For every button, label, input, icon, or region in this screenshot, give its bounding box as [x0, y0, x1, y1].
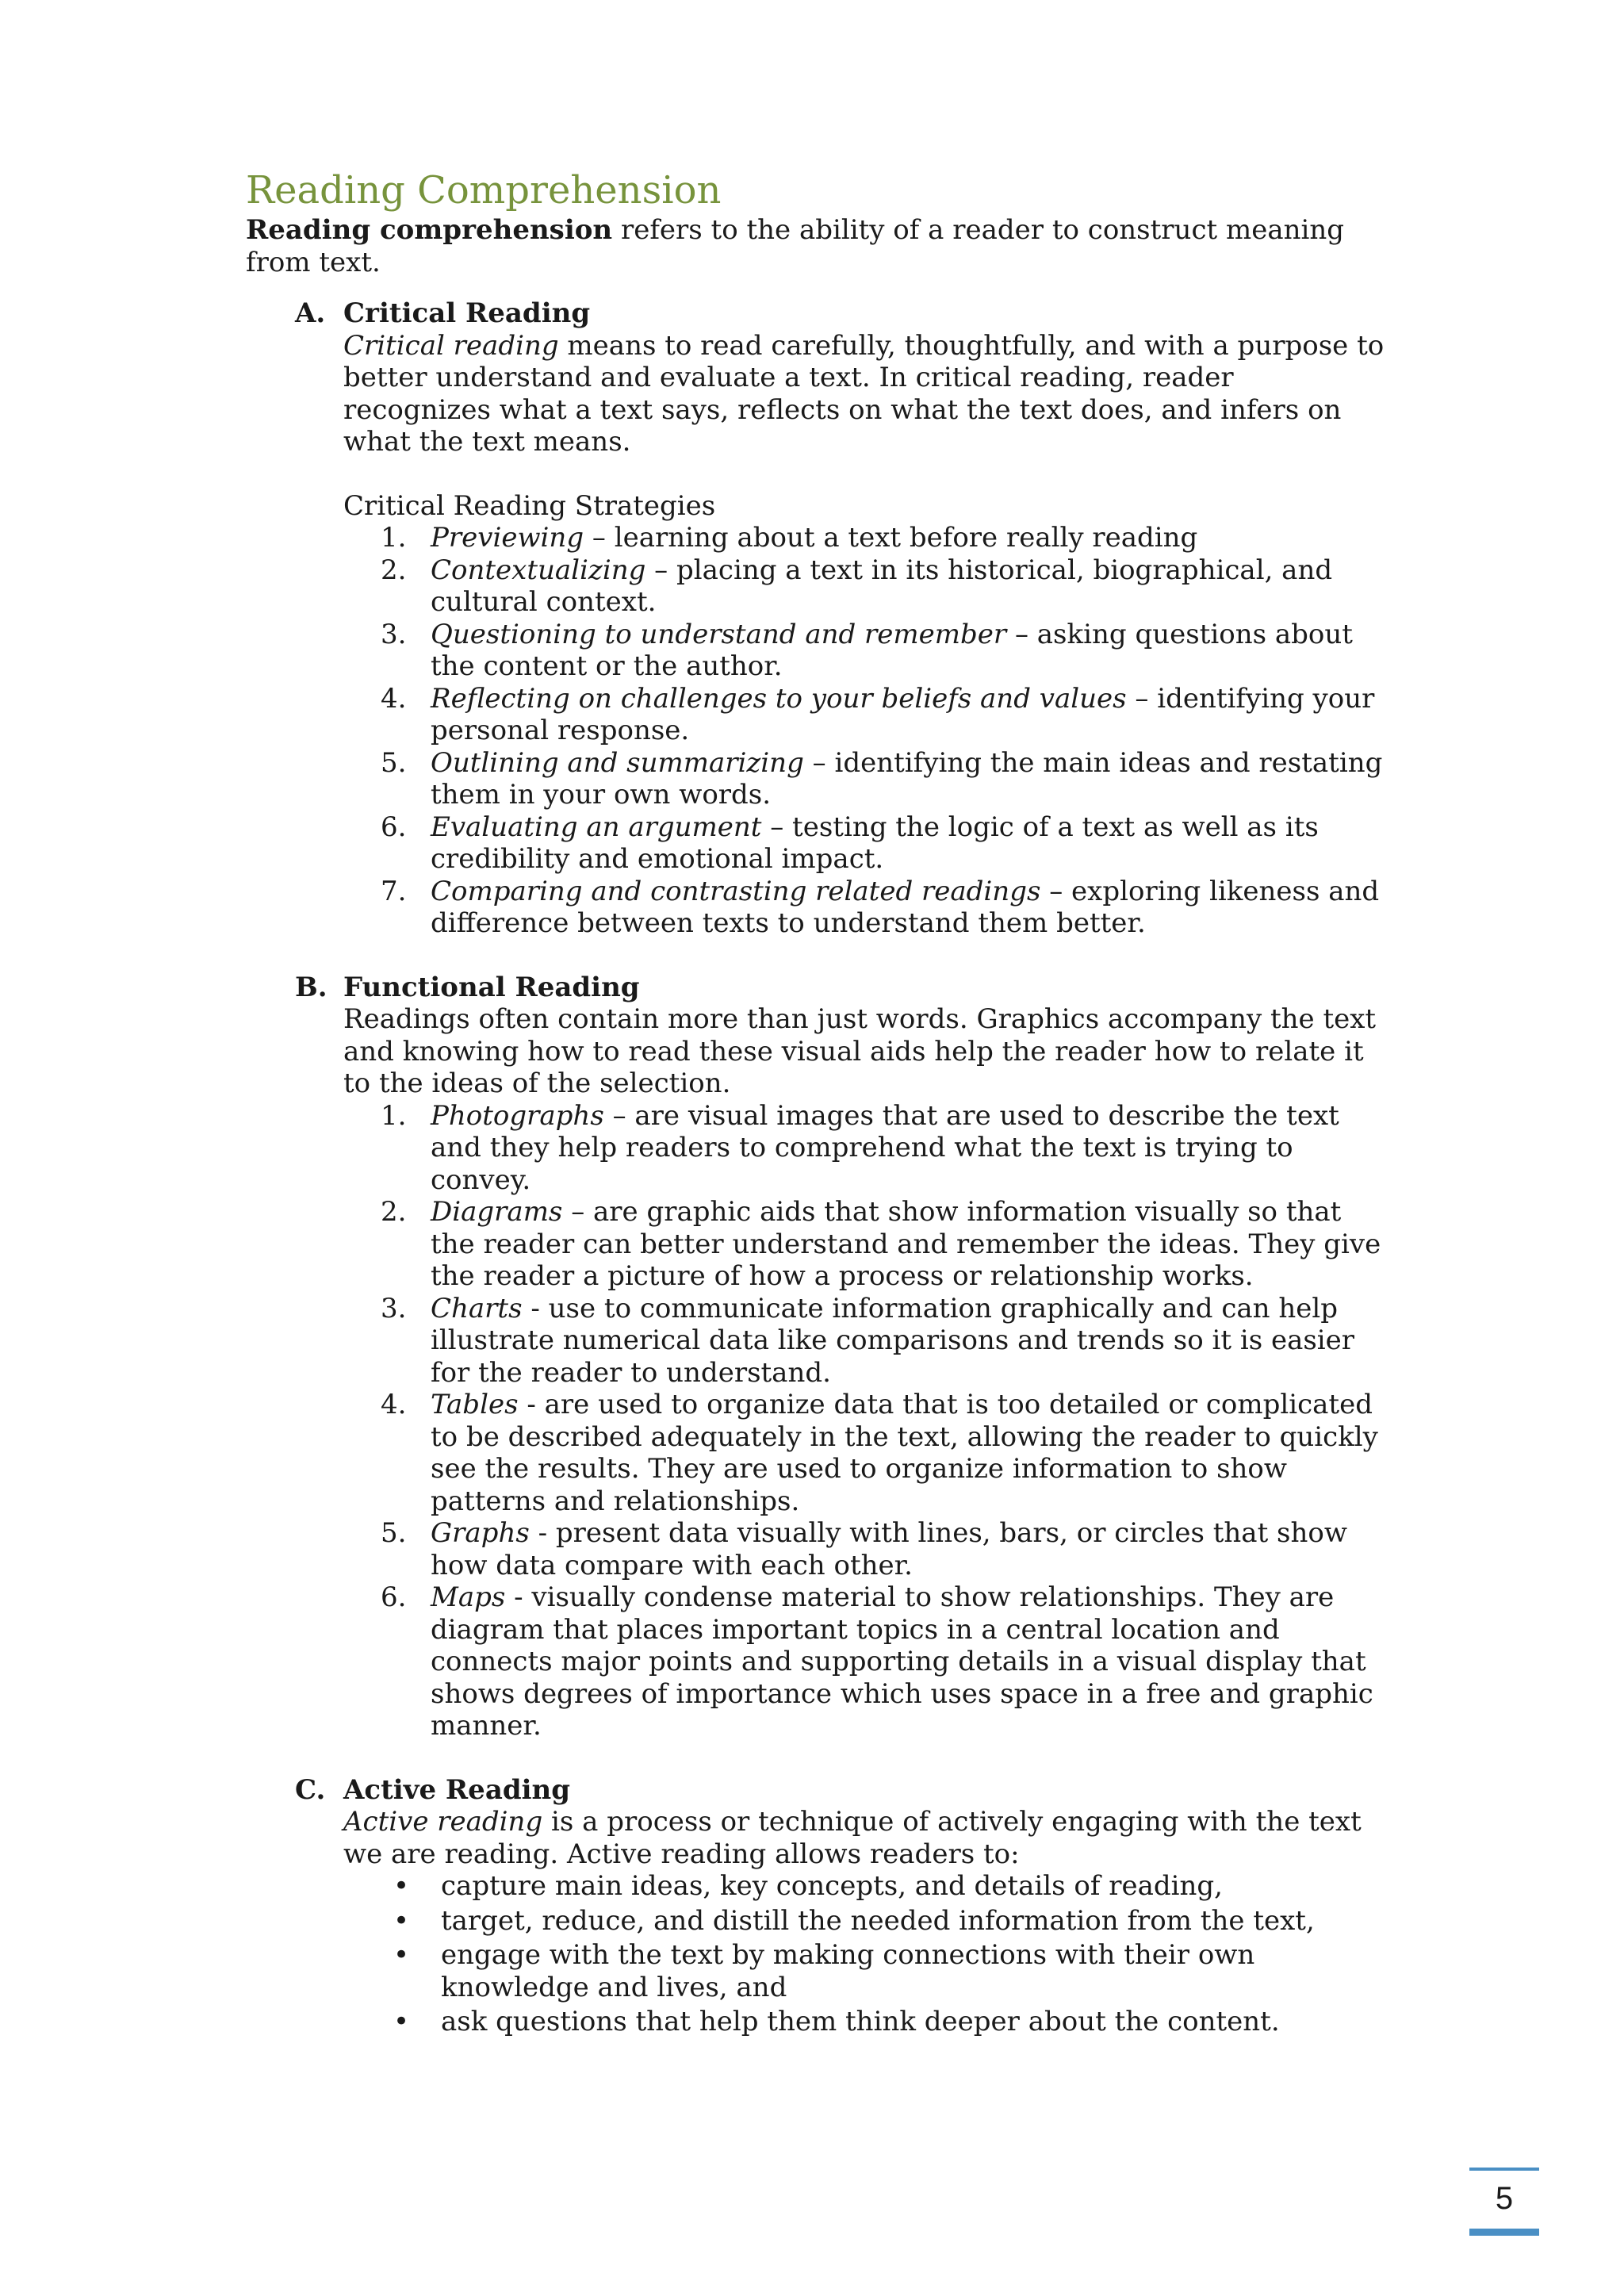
item-term: Tables: [431, 1389, 519, 1420]
section-body: Readings often contain more than just words. Graphics accompany the text and knowing how to read these visual aids help the reader how to relate it to the ideas of the selection.: [343, 1003, 1377, 1099]
list-number: 4.: [381, 1389, 407, 1420]
item-description: – exploring likeness and difference between texts to understand them better.: [431, 875, 1380, 939]
page-number-bottom-rule: [1469, 2229, 1539, 2236]
list-number: 3.: [381, 1292, 407, 1324]
list-number: 4.: [381, 682, 407, 715]
item-term: Charts: [431, 1292, 523, 1324]
visual-aids-list: [343, 1100, 1388, 1742]
bullet-item: [393, 1870, 1388, 1903]
bullet-icon: •: [393, 1904, 410, 1937]
bullet-text: capture main ideas, key concepts, and details of reading,: [441, 1870, 1223, 1902]
section-critical-reading: [246, 297, 1388, 940]
bullet-text: engage with the text by making connections with their own knowledge and lives, and: [441, 1939, 1255, 2003]
list-number: 6.: [381, 1581, 407, 1613]
definition-text: is a process or technique of actively engaging with the text we are reading. Active reading allows readers to:: [343, 1806, 1362, 1870]
section-functional-reading: [246, 972, 1388, 1742]
list-item: [381, 875, 1388, 940]
intro-paragraph: [246, 214, 1388, 278]
item-description: – are graphic aids that show information visually so that the reader can better understand and remember the ideas. They give the reader a picture of how a process or relationship works.: [431, 1196, 1381, 1292]
intro-bold-term: Reading comprehension: [246, 214, 613, 246]
list-item: [381, 554, 1388, 619]
item-term: Evaluating an argument: [431, 811, 762, 843]
list-number: 7.: [381, 875, 407, 907]
bullet-icon: •: [393, 2006, 410, 2037]
spacer: [343, 458, 1388, 490]
list-number: 5.: [381, 1517, 407, 1549]
item-term: Questioning to understand and remember: [431, 618, 1007, 650]
list-number: 5.: [381, 746, 407, 779]
page-number-box: [1469, 2168, 1539, 2235]
list-item: [381, 1581, 1388, 1742]
list-item: [381, 682, 1388, 747]
section-letter: C.: [295, 1773, 326, 1806]
bullet-item: [393, 1939, 1388, 2003]
item-description: – learning about a text before really reading: [584, 522, 1198, 554]
item-description: – placing a text in its historical, biographical, and cultural context.: [431, 554, 1333, 618]
list-number: 1.: [381, 522, 407, 554]
item-description: – identifying your personal response.: [431, 682, 1375, 746]
list-item: [381, 1517, 1388, 1581]
page-content: [246, 167, 1388, 2041]
item-term: Reflecting on challenges to your beliefs and values: [431, 682, 1127, 715]
item-term: Previewing: [431, 522, 584, 554]
definition-term: Active reading: [343, 1806, 543, 1838]
list-item: [381, 746, 1388, 811]
item-description: – testing the logic of a text as well as its credibility and emotional impact.: [431, 811, 1319, 875]
strategies-list: [343, 522, 1388, 940]
list-item: [381, 522, 1388, 554]
item-term: Diagrams: [431, 1196, 563, 1228]
item-description: - visually condense material to show relationships. They are diagram that places important topics in a central location and connects major points and supporting details in a visual display that shows degrees of importance which uses space in a free and graphic manner.: [431, 1581, 1373, 1742]
section-letter: B.: [295, 971, 327, 1003]
list-item: [381, 811, 1388, 876]
list-item: [381, 1196, 1388, 1293]
page-number: 5: [1495, 2181, 1514, 2216]
item-description: – identifying the main ideas and restating them in your own words.: [431, 746, 1383, 811]
list-number: 6.: [381, 811, 407, 843]
section-definition: [343, 1806, 1388, 1870]
strategies-subheading: Critical Reading Strategies: [343, 489, 716, 522]
item-description: - are used to organize data that is too detailed or complicated to be described adequately in the text, allowing the reader to quickly see the results. They are used to organize information to show patterns and relationships.: [431, 1389, 1378, 1517]
bullet-item: [393, 1904, 1388, 1938]
item-description: - use to communicate information graphically and can help illustrate numerical data like comparisons and trends so it is easier for the reader to understand.: [431, 1292, 1355, 1389]
item-description: - present data visually with lines, bars, or circles that show how data compare with each other.: [431, 1517, 1347, 1581]
item-term: Photographs: [431, 1099, 604, 1132]
list-item: [381, 1389, 1388, 1517]
list-number: 1.: [381, 1099, 407, 1132]
section-letter: A.: [295, 297, 326, 329]
list-item: [381, 1099, 1388, 1197]
active-reading-bullets: [343, 1870, 1388, 2038]
bullet-icon: •: [393, 1939, 410, 1971]
bullet-item: [393, 2006, 1388, 2038]
bullet-text: ask questions that help them think deeper about the content.: [441, 2006, 1280, 2037]
item-term: Contextualizing: [431, 554, 646, 586]
list-number: 3.: [381, 618, 407, 650]
bullet-text: target, reduce, and distill the needed information from the text,: [441, 1904, 1315, 1937]
item-description: – are visual images that are used to describe the text and they help readers to comprehend what the text is trying to convey.: [431, 1099, 1339, 1196]
section-title: Active Reading: [343, 1773, 571, 1806]
page-number-top-rule: [1469, 2168, 1539, 2171]
section-definition: [343, 330, 1388, 458]
section-active-reading: [246, 1774, 1388, 2038]
list-item: [381, 1292, 1388, 1389]
item-term: Comparing and contrasting related readings: [431, 875, 1041, 907]
section-title: Critical Reading: [343, 297, 591, 329]
page-title: Reading Comprehension: [246, 168, 722, 213]
list-number: 2.: [381, 554, 407, 586]
item-term: Graphs: [431, 1517, 530, 1549]
definition-text: means to read carefully, thoughtfully, and with a purpose to better understand and evaluate a text. In critical reading, reader recognizes what a text says, reflects on what the text does, and infers on what the text means.: [343, 329, 1385, 458]
item-term: Outlining and summarizing: [431, 746, 804, 779]
definition-term: Critical reading: [343, 329, 559, 362]
section-title: Functional Reading: [343, 971, 640, 1003]
list-number: 2.: [381, 1196, 407, 1228]
item-term: Maps: [431, 1581, 506, 1613]
list-item: [381, 618, 1388, 683]
intro-text: refers to the ability of a reader to construct meaning from text.: [246, 214, 1345, 278]
item-description: – asking questions about the content or the author.: [431, 618, 1353, 682]
bullet-icon: •: [393, 1870, 410, 1902]
